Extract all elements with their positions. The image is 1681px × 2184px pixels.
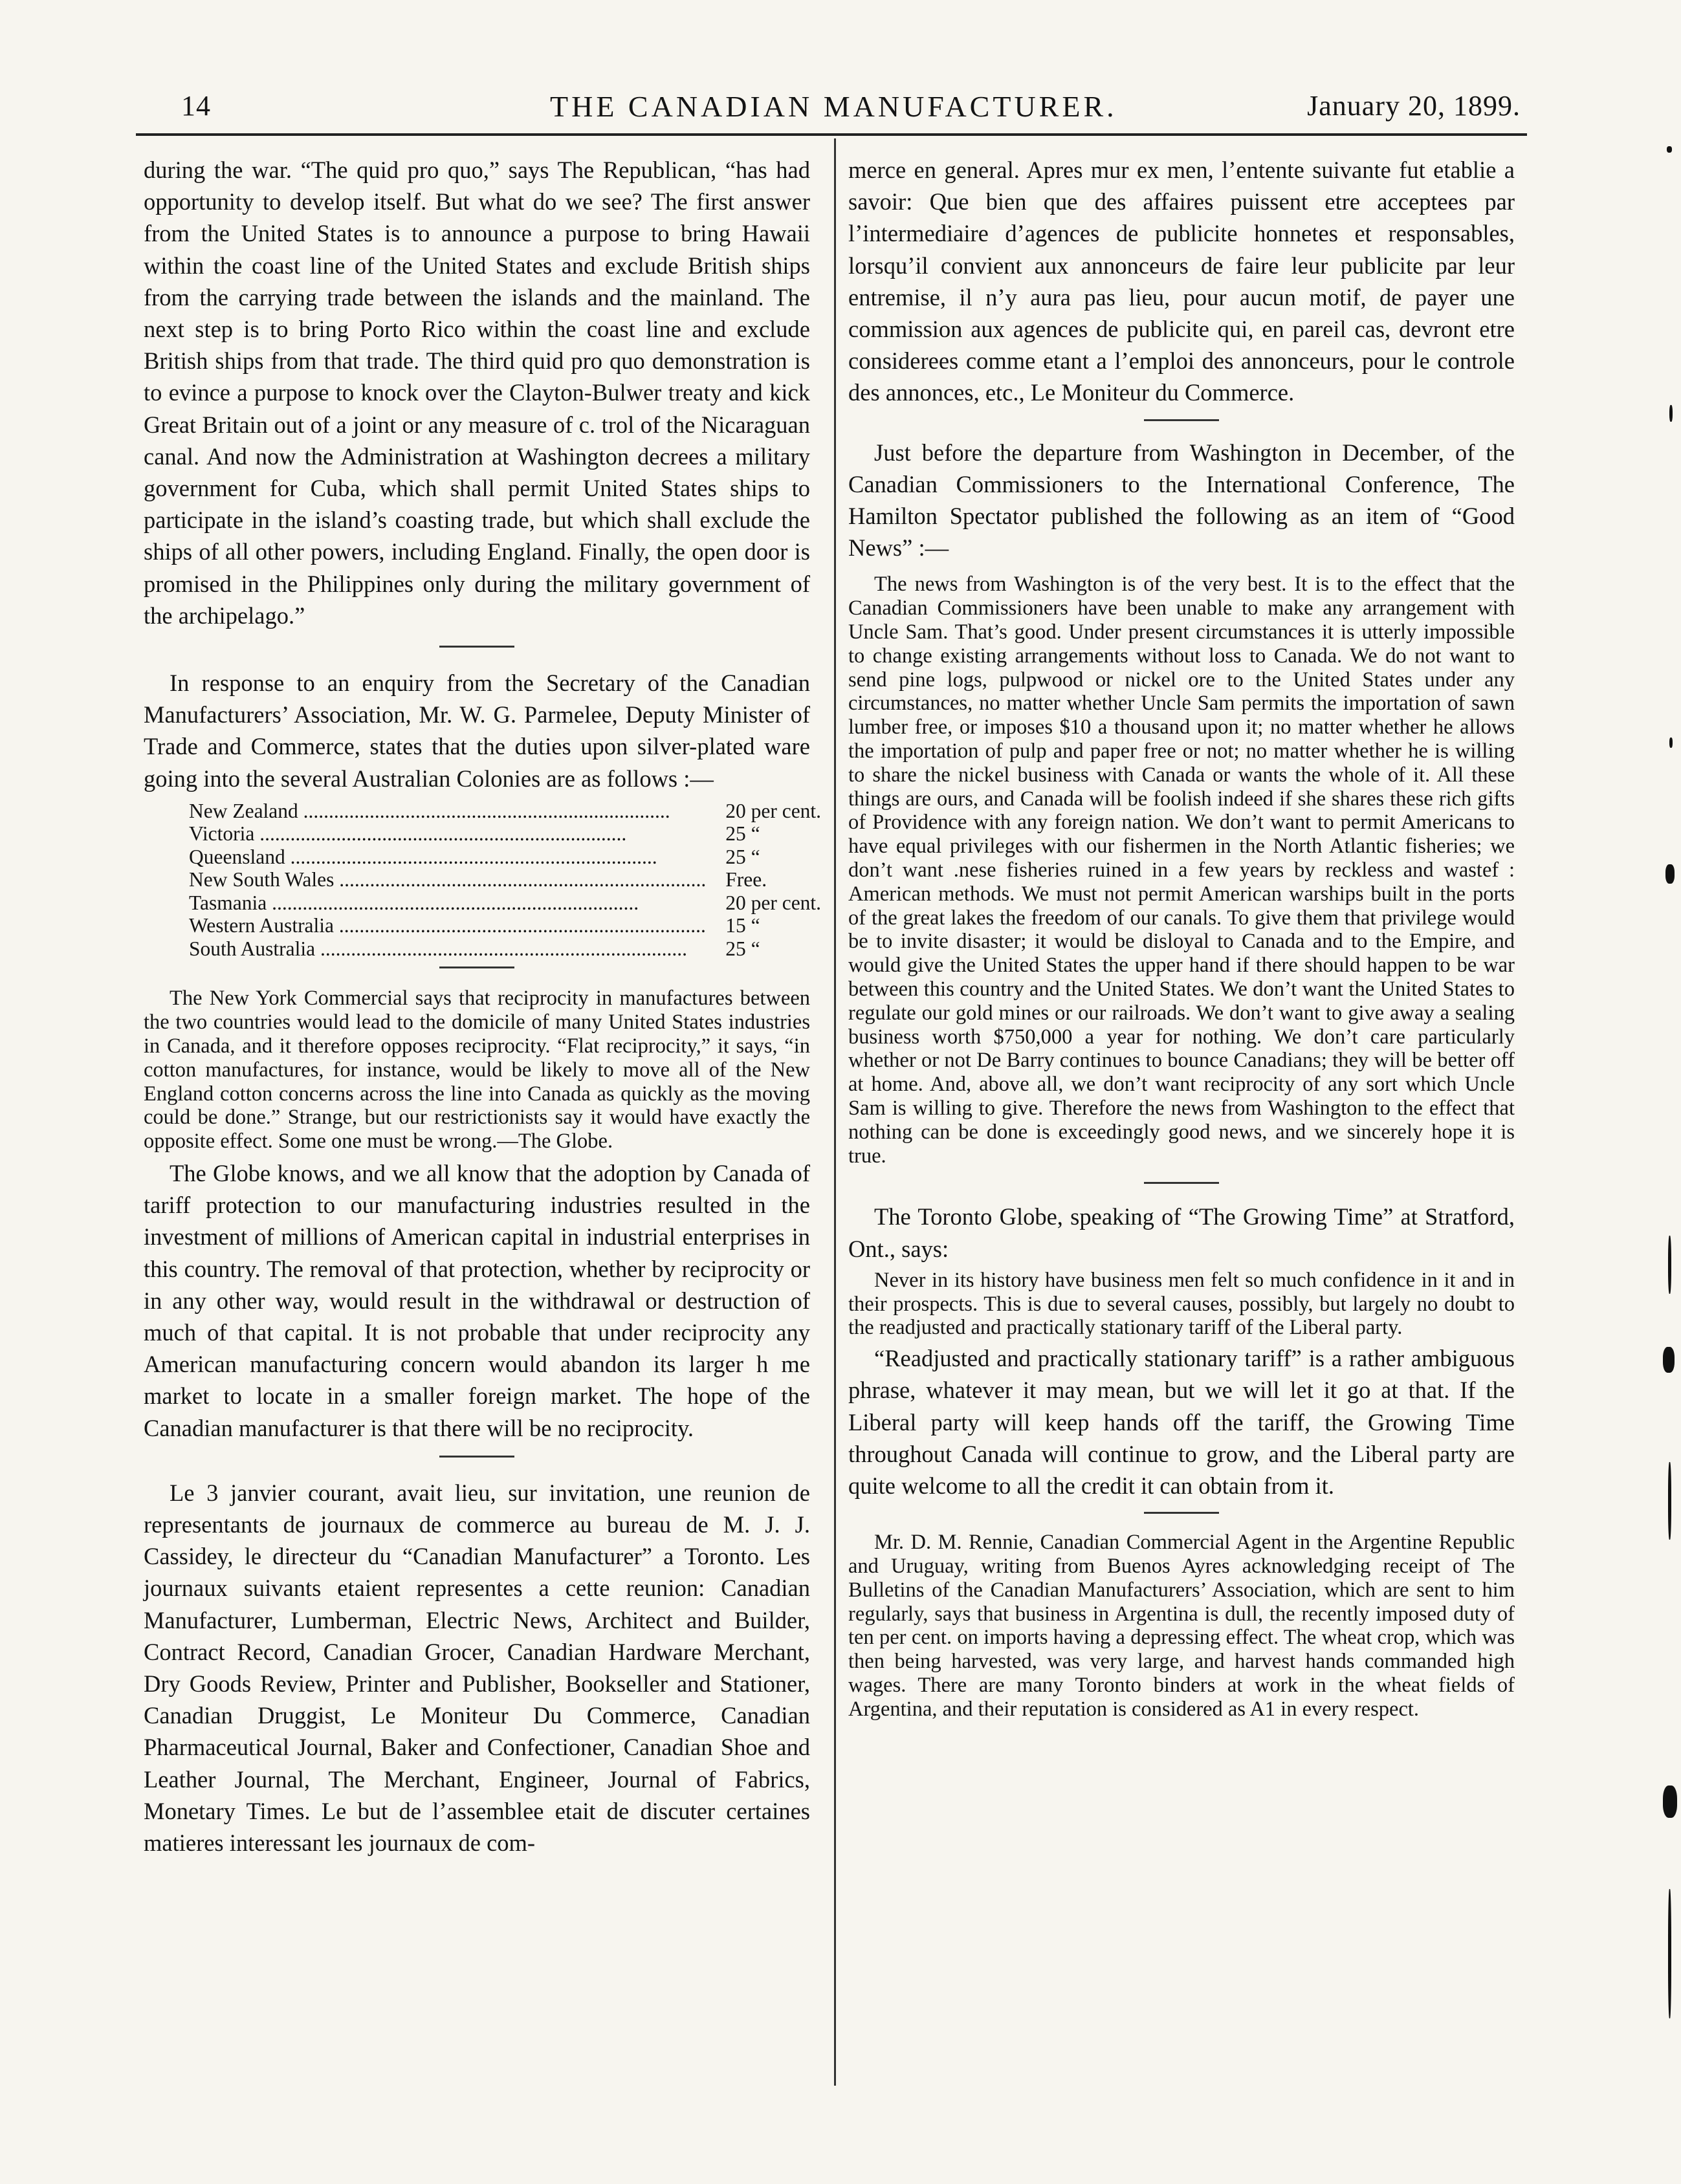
separator	[1144, 419, 1219, 421]
page-header	[175, 83, 1521, 128]
separator	[439, 966, 514, 968]
article-rennie-argentina: Mr. D. M. Rennie, Canadian Commercial Agent in the Argentine Republic and Uruguay, writing from Buenos Ayres acknowledging receipt of The Bulletins of the Canadian Manufacturers’ Association, which are sent to him regularly, says that business in Argentina is dull, the recently imposed duty of ten per cent. on imports having a depressing effect. The wheat crop, which was then being harvested, was very large, and harvest hands commanded high wages. There are many Toronto binders at work in the wheat fields of Argentina, and their reputation is considered as A1 in every respect.	[848, 1531, 1515, 1721]
left-column	[144, 154, 822, 1859]
duty-rate: Free.	[725, 868, 767, 891]
colony-name: Western Australia ........................................................................	[189, 914, 706, 937]
scan-mark	[1667, 146, 1672, 153]
colony-name: South Australia ........................................................................	[189, 937, 687, 960]
duty-rate: 15 “	[725, 914, 760, 937]
scan-mark	[1665, 864, 1675, 884]
duty-rate: 25 “	[725, 845, 760, 868]
table-row	[189, 846, 821, 869]
table-row	[189, 800, 821, 823]
duties-table	[189, 800, 821, 961]
article-tariff-comment: “Readjusted and practically stationary tariff” is a rather ambiguous phrase, whatever it may mean, but we will let it go at that. If the Liberal party will keep hands off the tariff, the Growing Time throughout Canada will continue to grow, and the Liberal party are quite welcome to all the credit it can obtain from it.	[848, 1345, 1515, 1499]
scan-mark	[1669, 405, 1673, 422]
colony-name: Queensland ........................................................................	[189, 845, 657, 868]
scan-mark	[1663, 1785, 1677, 1818]
article-good-news-quote: The news from Washington is of the very best. It is to the effect that the Canadian Commissioners have been unable to make any arrangement with Uncle Sam. That’s good. Under present circumstances it is utterly impossible to change existing arrangements without loss to Canada. We do not want to send pine logs, pulpwood or nickel ore to the United States under any circumstances, no matter whether Uncle Sam permits the importation of sawn lumber free, or imposes $10 a thousand upon it; no matter whether he allows the importation of pulp and paper free or not; no matter whether he is willing to share the nickel business with Canada or wants the whole of it. All these things are ours, and Canada will be foolish indeed if she shares these rich gifts of Providence with any foreign nation. We don’t want to permit Americans to have equal privileges with our fishermen in the North Atlantic fisheries; we don’t want .nese fisheries ruined in a few years by reckless and wastef : American methods. We must not permit American warships built in the ports of the great lakes the freedom of our canals. To give them that privilege would be to invite disaster; it would be disloyal to Canada and to the Empire, and would give the United States the upper hand if there should happen to be war between this country and the United States. We don’t want the United States to regulate our gold mines or our railroads. We don’t want to give away a sealing business worth $750,000 a year for nothing. We don’t care particularly whether or not De Barry continues to bounce Canadians; they will be better off at home. And, above all, we don’t want reciprocity of any sort which Uncle Sam is willing to give. Therefore the news from Washington to the effect that nothing can be done is exceedingly good news, and we sincerely hope it is true.	[848, 573, 1515, 1168]
scan-mark	[1668, 1236, 1671, 1294]
colony-name: New South Wales ........................................................................	[189, 868, 707, 891]
right-column	[848, 154, 1515, 1721]
article-australian-duties: In response to an enquiry from the Secretary of the Canadian Manufacturers’ Association, Mr. W. G. Parmelee, Deputy Minister of Trade and Commerce, states that the duties upon silver-plated ware going into the several Australian Colonies are as follows :—	[144, 670, 810, 792]
article-french-reunion: Le 3 janvier courant, avait lieu, sur invitation, une reunion de representants de journaux de commerce au bureau de M. J. J. Cassidey, le directeur du “Canadian Manufacturer” a Toronto. Les journaux suivants etaient representes a cette reunion: Canadian Manufacturer, Lumberman, Electric News, Architect and Builder, Contract Record, Canadian Grocer, Canadian Hardware Merchant, Dry Goods Review, Printer and Publisher, Bookseller and Stationer, Canadian Druggist, Le Moniteur Du Commerce, Canadian Pharmaceutical Journal, Baker and Confectioner, Canadian Shoe and Leather Journal, The Merchant, Engineer, Journal of Fabrics, Monetary Times. Le but de l’assemblee etait de discuter certaines matieres interessant les journaux de com-	[144, 1479, 810, 1856]
separator	[439, 1456, 514, 1458]
scan-mark	[1668, 1889, 1671, 2018]
table-row	[189, 891, 821, 915]
separator	[439, 646, 514, 648]
article-republican-quote: during the war. “The quid pro quo,” says The Republican, “has had opportunity to develop itself. But what do we see? The first answer from the United States is to announce a purpose to bring Hawaii within the coast line of the United States and exclude British ships from the carrying trade between the islands and the mainland. The next step is to bring Porto Rico within the coast line and exclude British ships from that trade. The third quid pro quo demonstration is to evince a purpose to knock over the Clayton-Bulwer treaty and kick Great Britain out of a joint or any measure of c. trol of the Nicaraguan canal. And now the Administration at Washington decrees a military government for Cuba, which shall permit United States ships to participate in the island’s coasting trade, but which shall exclude the ships of all other powers, including England. Finally, the open door is promised in the Philippines only during the military government of the archipelago.”	[144, 157, 810, 629]
table-row	[189, 937, 821, 961]
scan-mark	[1663, 1347, 1675, 1373]
duty-rate: 25 “	[725, 822, 760, 846]
colony-name: Tasmania ........................................................................	[189, 891, 639, 914]
separator	[1144, 1182, 1219, 1184]
table-row	[189, 914, 821, 937]
duty-rate: 20 per cent.	[725, 799, 822, 822]
header-rule	[136, 133, 1527, 136]
article-hamilton-spectator: Just before the departure from Washington in December, of the Canadian Commissioners to the International Conference, The Hamilton Spectator published the following as an item of “Good News” :—	[848, 439, 1515, 562]
separator	[1144, 1512, 1219, 1514]
article-growing-time-quote: Never in its history have business men felt so much confidence in it and in their prospects. This is due to several causes, possibly, but largely no doubt to the readjusted and practically stationary tariff of the Liberal party.	[848, 1268, 1515, 1340]
table-row	[189, 868, 821, 891]
colony-name: Victoria ........................................................................	[189, 822, 627, 846]
page-number: 14	[181, 90, 211, 122]
table-row	[189, 822, 821, 846]
column-divider	[834, 138, 836, 2086]
publication-title: THE CANADIAN MANUFACTURER.	[550, 90, 1117, 123]
colony-name: New Zealand ........................................................................	[189, 799, 670, 822]
article-ny-commercial-quote: The New York Commercial says that reciprocity in manufactures between the two countries would lead to the domicile of many United States industries in Canada, and it therefore opposes reciprocity. “Flat reciprocity,” it says, “in cotton manufactures, for instance, would be likely to move all of the New England cotton concerns across the line into Canada as quickly as the moving could be done.” Strange, but our restrictionists say it would have exactly the opposite effect. Some one must be wrong.—The Globe.	[144, 987, 810, 1153]
scan-mark	[1668, 1462, 1671, 1540]
duty-rate: 25 “	[725, 937, 760, 960]
scan-mark	[1669, 737, 1673, 748]
article-globe-reply: The Globe knows, and we all know that the adoption by Canada of tariff protection to our manufacturing industries resulted in the investment of millions of American capital in industrial enterprises in this country. The removal of that protection, whether by reciprocity or in any other way, would result in the withdrawal or destruction of much of that capital. It is not probable that under reciprocity any American manufacturing concern would abandon its larger h me market to locate in a smaller foreign market. The hope of the Canadian manufacturer is that there will be no reciprocity.	[144, 1159, 810, 1441]
issue-date: January 20, 1899.	[1307, 90, 1521, 122]
article-toronto-globe: The Toronto Globe, speaking of “The Growing Time” at Stratford, Ont., says:	[848, 1203, 1515, 1262]
duty-rate: 20 per cent.	[725, 891, 822, 914]
article-french-continued: merce en general. Apres mur ex men, l’entente suivante fut etablie a savoir: Que bien que des affaires puissent etre acceptees par l’intermediaire d’agences de publicite honnetes et responsables, lorsqu’il convient aux annonceurs de faire leur publicite par leur entremise, il n’y aura pas lieu, pour aucun motif, de payer une commission aux agences de publicite qui, en pareil cas, devront etre considerees comme etant a l’emploi des annonceurs, pour le controle des annonces, etc., Le Moniteur du Commerce.	[848, 157, 1515, 406]
